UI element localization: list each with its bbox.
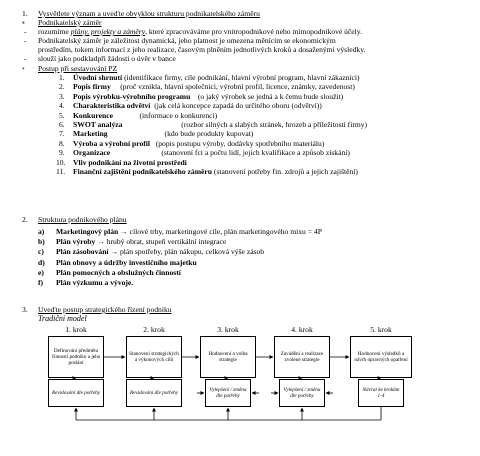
list-item bbox=[73, 139, 324, 148]
step-box: Zavádění a realizace zvolené strategie bbox=[274, 336, 330, 378]
plan-item-title: Plán pomocných a obslužných činností bbox=[56, 267, 181, 277]
revision-box: Vylepšení / změna dle potřeby bbox=[205, 379, 251, 407]
list-item-number: 4. bbox=[59, 101, 65, 111]
dash-icon: - bbox=[24, 27, 27, 36]
step-label: 3. krok bbox=[217, 325, 239, 334]
plan-item bbox=[56, 278, 133, 287]
a1-pre: rozumíme bbox=[38, 27, 71, 36]
step-label: 2. krok bbox=[143, 325, 165, 334]
step-label: 5. krok bbox=[370, 325, 392, 334]
subheading-podnikatelsky-zamer: Podnikatelský záměr bbox=[38, 18, 102, 27]
step-label: 4. krok bbox=[291, 325, 313, 334]
list-item-number: 10. bbox=[56, 157, 66, 167]
plan-item-description: → plán spotřeby, plán nákupu, celková výše zásob bbox=[108, 247, 265, 257]
plan-item bbox=[56, 227, 322, 236]
list-item bbox=[73, 120, 367, 129]
plan-item-title: Plán výroby bbox=[56, 237, 96, 247]
revision-box: Vylepšení / změna dle potřeby bbox=[279, 379, 325, 407]
list-item bbox=[73, 92, 343, 101]
plan-item-title: Plán výzkumu a vývoje. bbox=[56, 278, 134, 287]
list-item-description: (kdo bude produkty kupovat) bbox=[107, 129, 254, 139]
step-box: Stanovení strategických a výkonových cílů bbox=[126, 336, 182, 378]
section1-heading: Vysvětlete význam a uveďte obvyklou strukturu podnikatelského záměru bbox=[38, 9, 260, 18]
step-label: 1. krok bbox=[65, 325, 87, 334]
paragraph-a1 bbox=[38, 27, 362, 36]
list-item-title: Vliv podnikání na životní prostředí bbox=[73, 157, 187, 167]
list-item-number: 5. bbox=[59, 110, 65, 120]
list-item-number: 6. bbox=[59, 120, 65, 129]
list-item-number: 3. bbox=[59, 91, 65, 101]
plan-item-letter: b) bbox=[38, 237, 45, 247]
list-item-number: 9. bbox=[59, 148, 65, 158]
step-box: Hodnocení a volba strategie bbox=[200, 336, 256, 378]
revision-box: Návrat ke krokům 1-4 bbox=[358, 379, 404, 407]
list-item-description: (jak celá koncepce zapadá do určitého oboru (odvětví)) bbox=[150, 101, 322, 111]
list-item-title: Organizace bbox=[73, 148, 111, 158]
list-item-title: Marketing bbox=[73, 129, 108, 139]
list-item-title: Charakteristika odvětví bbox=[73, 101, 151, 111]
section1-number: 1. bbox=[22, 9, 28, 18]
list-item-description: (stanovení fci a počtu lidí, jejich kvalifikace a způsob získání) bbox=[110, 148, 350, 158]
plan-item bbox=[56, 237, 226, 246]
list-item-title: Konkurence bbox=[73, 110, 113, 120]
list-item-description: (o jaký výrobek se jedná a k čemu bude sloužit) bbox=[190, 91, 344, 101]
section3-number: 3. bbox=[22, 305, 28, 314]
bullet-icon: • bbox=[22, 64, 25, 73]
list-item-number: 7. bbox=[59, 129, 65, 139]
list-item-title: Popis výrobku-výrobního programu bbox=[73, 91, 191, 101]
list-item-title: Úvodní shrnutí bbox=[73, 73, 123, 82]
dash-icon: - bbox=[24, 36, 27, 45]
plan-item-letter: d) bbox=[38, 257, 45, 267]
section3-heading: Uveďte postup strategického řízení podniku bbox=[38, 305, 172, 314]
plan-item-letter: e) bbox=[38, 267, 44, 277]
list-item-title: Popis firmy bbox=[73, 82, 111, 92]
plan-item-description: → hrubý obrat, stupeň vertikální integrace bbox=[95, 237, 227, 247]
list-item-number: 8. bbox=[59, 138, 65, 148]
list-item-description: (identifikace firmy, cíle podnikání, hlavní výrobní program, hlavní zákazníci) bbox=[122, 73, 360, 82]
section3-subtitle: Tradiční model bbox=[38, 314, 87, 323]
list-item-number: 1. bbox=[59, 73, 65, 82]
list-item bbox=[73, 82, 355, 91]
bullet-icon: ▪ bbox=[22, 18, 25, 27]
plan-item-letter: c) bbox=[38, 247, 44, 257]
plan-item bbox=[56, 247, 264, 256]
list-item-description: (rozbor silných a slabých stránek, hrozeb a příležitostí firmy) bbox=[122, 120, 368, 129]
list-item bbox=[73, 111, 217, 120]
step-box: Definování předmětu činnosti podniku a jeho poslání bbox=[48, 336, 104, 378]
revision-box: Revidování dle potřeby bbox=[48, 379, 104, 407]
paragraph-a3: slouží jako podkladpři žádosti o úvěr v bance bbox=[38, 54, 176, 63]
list-item-description: (popis postupu výroby, dodávky spotřebního materiálu) bbox=[150, 138, 325, 148]
list-item-title: Finanční zajištění podnikatelského záměru bbox=[73, 167, 213, 176]
paragraph-a2-line2: prostředím, tokem informací z jeho realizace, časovým plněním jednotlivých kroků a dosaženými výsledky. bbox=[38, 45, 366, 54]
list-item bbox=[73, 129, 253, 138]
plan-item bbox=[56, 268, 181, 277]
subheading-postup: Postup při sestavování PZ bbox=[38, 64, 118, 73]
list-item bbox=[73, 167, 358, 176]
list-item bbox=[73, 101, 322, 110]
section2-heading: Struktura podnikového plánu bbox=[38, 215, 127, 224]
list-item bbox=[73, 148, 350, 157]
step-box: Hodnocení výsledků a návrh opravných opatření bbox=[350, 336, 412, 378]
plan-item-title: Plán zásobování bbox=[56, 247, 109, 257]
paragraph-a2-line1: Podnikatelský záměr je záležitost dynamická, jeho platnost je omezena měnícím se ekonomickým bbox=[38, 36, 336, 45]
list-item-number: 11. bbox=[56, 167, 66, 176]
list-item-number: 2. bbox=[59, 82, 65, 92]
list-item-description: (stanovení potřeby fin. zdrojů a jejich zajištění) bbox=[212, 167, 358, 176]
list-item-description: (proč vznikla, hlavní společníci, výrobní profil, licence, známky, zavedenost) bbox=[110, 82, 355, 92]
revision-box: Revidování dle potřeby bbox=[126, 379, 182, 407]
plan-item-title: Plán obnovy a údržby investičního majetku bbox=[56, 257, 197, 267]
dash-icon: - bbox=[24, 54, 27, 63]
a1-post: , které zpracováváme pro vnitropodnikové nebo mimopodnikové účely. bbox=[145, 27, 362, 36]
list-item bbox=[73, 73, 360, 82]
list-item-description: (informace o konkurenci) bbox=[112, 110, 218, 120]
section2-number: 2. bbox=[22, 215, 28, 224]
plan-item-description: → cílové trhy, marketingové cíle, plán marketingového mixu = 4P bbox=[118, 227, 322, 236]
plan-item-title: Marketingový plán bbox=[56, 227, 119, 236]
plan-item-letter: f) bbox=[38, 278, 44, 287]
list-item-title: Výroba a výrobní profil bbox=[73, 138, 151, 148]
plan-item-letter: a) bbox=[38, 227, 45, 236]
list-item bbox=[73, 158, 187, 167]
list-item-title: SWOT analýza bbox=[73, 120, 123, 129]
plan-item bbox=[56, 258, 197, 267]
a1-italic: plány, projekty a záměry bbox=[70, 27, 146, 36]
